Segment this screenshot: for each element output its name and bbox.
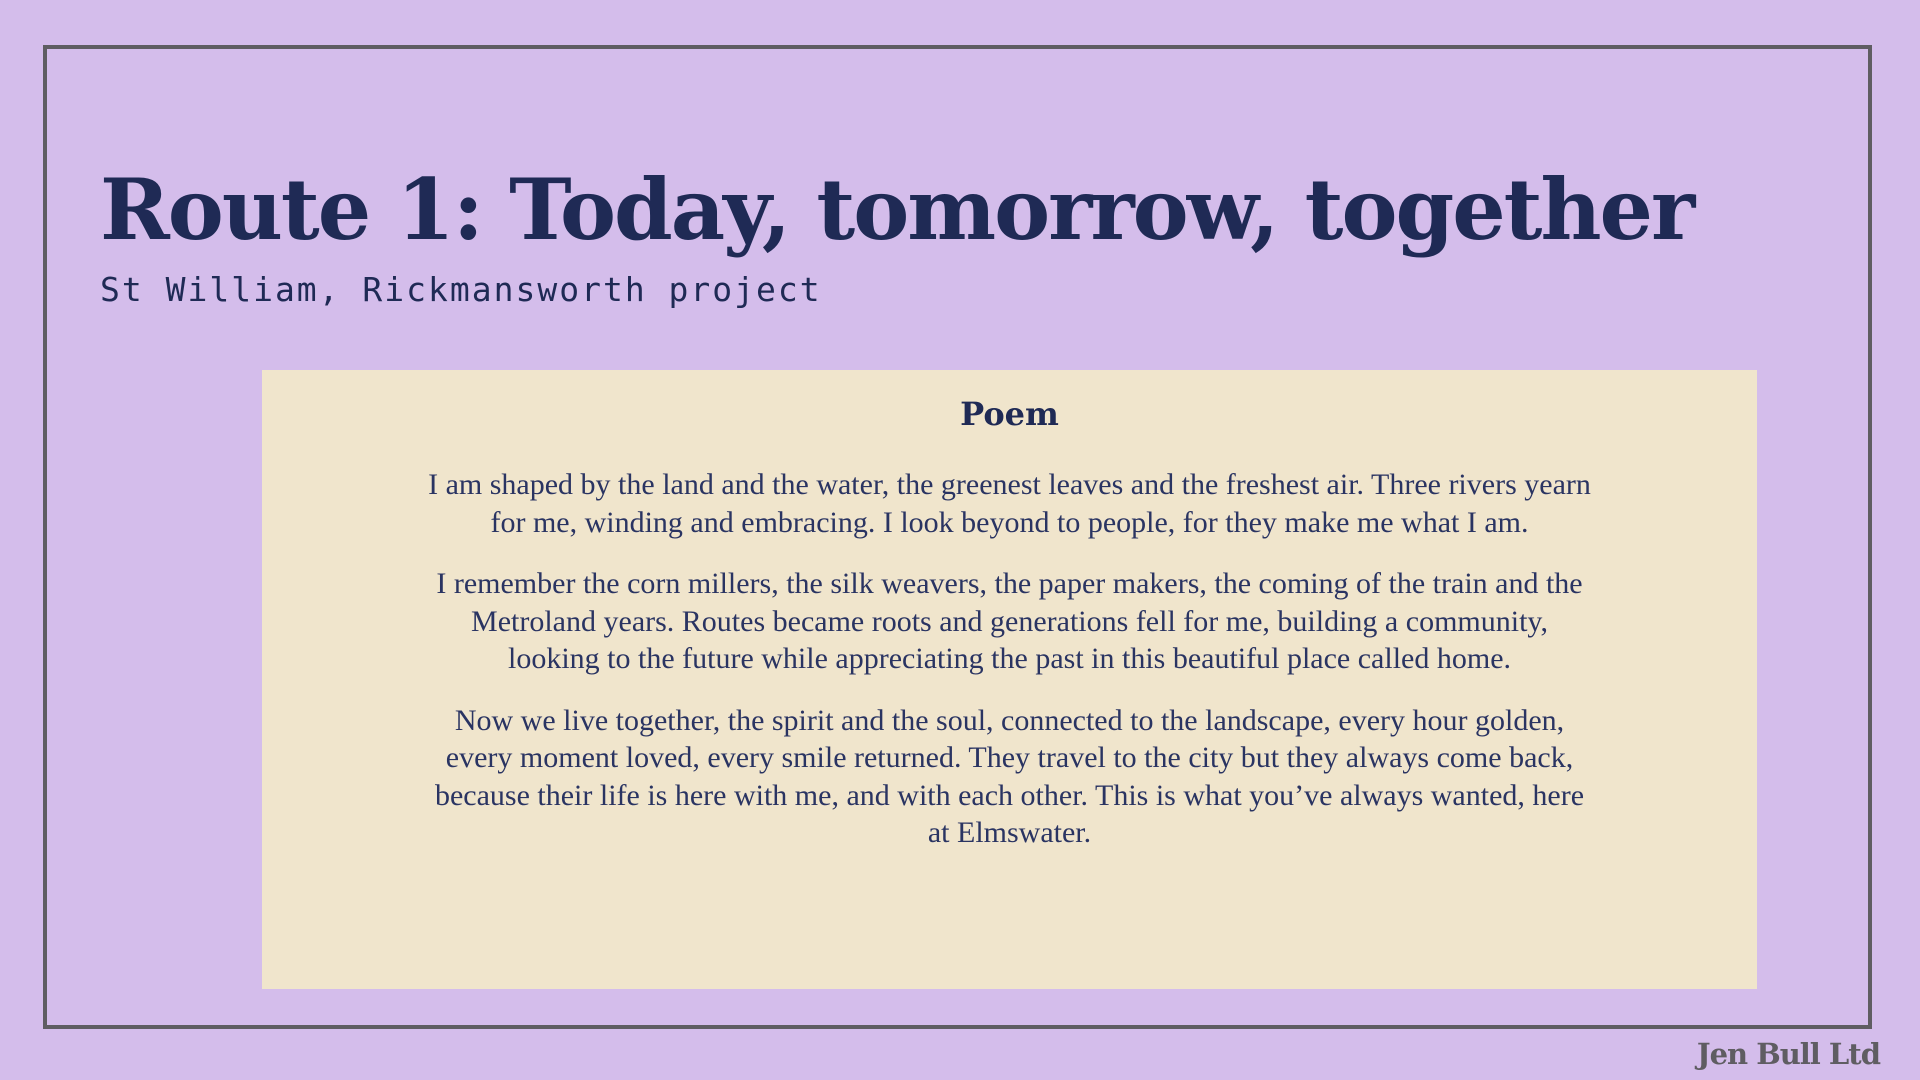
poem-body bbox=[425, 466, 1595, 852]
poem-heading: Poem bbox=[960, 395, 1059, 433]
poem-stanza-3: Now we live together, the spirit and the soul, connected to the landscape, every hour golden, every moment loved, every smile returned. They travel to the city but they always come back, because their life is here with me, and with each other. This is what you’ve always wanted, here at Elmswater. bbox=[434, 703, 1585, 849]
author-credit: Jen Bull Ltd bbox=[1696, 1037, 1880, 1071]
poem-stanza-2: I remember the corn millers, the silk weavers, the paper makers, the coming of the train and the Metroland years. Routes became roots and generations fell for me, building a community, looking to the future while appreciating the past in this beautiful place called home. bbox=[436, 567, 1583, 675]
page-title: Route 1: Today, tomorrow, together bbox=[100, 160, 1694, 259]
page-subtitle: St William, Rickmansworth project bbox=[100, 270, 822, 309]
poem-panel bbox=[262, 370, 1757, 989]
poem-stanza-1: I am shaped by the land and the water, the greenest leaves and the freshest air. Three rivers yearn for me, winding and embracing. I look beyond to people, for they make me what I am. bbox=[428, 468, 1591, 539]
